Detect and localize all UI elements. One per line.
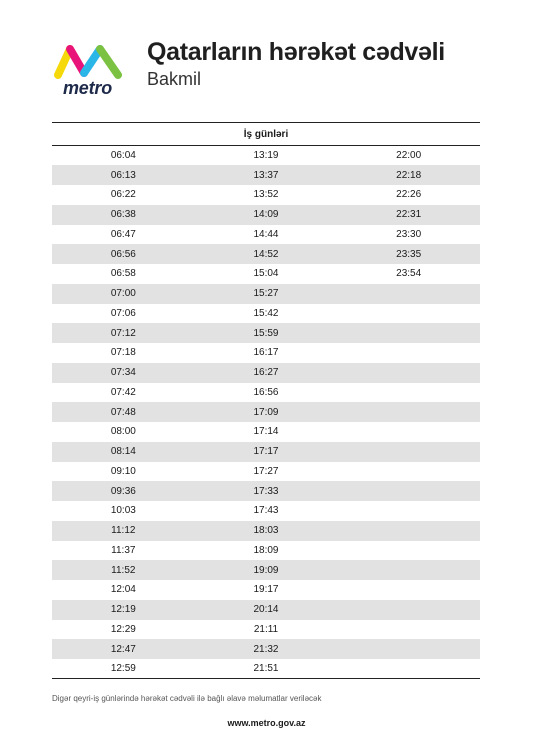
- table-row: [52, 343, 480, 363]
- time-cell: [337, 442, 480, 462]
- time-cell: [337, 521, 480, 541]
- station-name: Bakmil: [147, 69, 202, 89]
- time-cell: 06:58: [110, 268, 136, 280]
- time-cell: 15:42: [253, 307, 279, 319]
- time-cell: 22:31: [337, 205, 480, 225]
- time-cell: 12:59: [52, 659, 195, 679]
- metro-logo: [52, 38, 130, 100]
- time-cell: 16:27: [195, 363, 338, 383]
- time-cell: 17:33: [195, 481, 338, 501]
- time-cell: 12:04: [110, 584, 136, 596]
- website-link[interactable]: www.metro.gov.az: [227, 718, 306, 728]
- time-cell: 15:04: [253, 268, 279, 280]
- time-cell: 13:52: [253, 189, 279, 201]
- time-cell: 07:48: [52, 402, 195, 422]
- table-row: [52, 225, 480, 245]
- table-row: [52, 462, 480, 482]
- time-cell: 12:29: [110, 623, 136, 635]
- time-cell: 07:12: [52, 323, 195, 343]
- logo-text: metro: [63, 78, 113, 98]
- time-cell: 23:54: [396, 268, 422, 280]
- table-row: [52, 244, 480, 264]
- time-cell: 06:04: [110, 150, 136, 162]
- time-cell: 22:26: [396, 189, 422, 201]
- table-row: [52, 600, 480, 620]
- time-cell: 06:47: [110, 228, 136, 240]
- section-title: İş günləri: [52, 123, 480, 146]
- metro-m-icon: [54, 43, 130, 79]
- time-cell: 09:10: [110, 465, 136, 477]
- time-cell: [337, 541, 480, 561]
- table-row: [52, 146, 480, 166]
- time-cell: [337, 323, 480, 343]
- time-cell: [337, 383, 480, 403]
- time-cell: 06:38: [52, 205, 195, 225]
- time-cell: 08:14: [52, 442, 195, 462]
- time-cell: 23:30: [396, 228, 422, 240]
- schedule-body: [52, 146, 480, 679]
- time-cell: [337, 481, 480, 501]
- time-cell: 12:19: [52, 600, 195, 620]
- time-cell: 07:18: [110, 347, 136, 359]
- table-row: [52, 659, 480, 679]
- time-cell: 07:06: [110, 307, 136, 319]
- time-cell: [337, 422, 480, 442]
- time-cell: [337, 620, 480, 640]
- time-cell: 17:09: [195, 402, 338, 422]
- time-cell: 07:00: [52, 284, 195, 304]
- time-cell: 23:35: [337, 244, 480, 264]
- time-cell: 11:52: [52, 560, 195, 580]
- time-cell: [337, 284, 480, 304]
- time-cell: [337, 343, 480, 363]
- table-row: [52, 363, 480, 383]
- time-cell: 09:36: [52, 481, 195, 501]
- table-row: [52, 165, 480, 185]
- time-cell: 21:51: [195, 659, 338, 679]
- table-row: [52, 639, 480, 659]
- page-title: Qatarların hərəkət cədvəli: [147, 38, 445, 66]
- time-cell: [337, 580, 480, 600]
- footer-note: Digər qeyri-iş günlərində hərəkət cədvəli ilə bağlı əlavə məlumatlar veriləcək: [52, 694, 322, 703]
- time-cell: 17:14: [253, 426, 279, 438]
- time-cell: [337, 501, 480, 521]
- schedule-table: [52, 122, 480, 679]
- time-cell: [337, 462, 480, 482]
- time-cell: 16:56: [253, 386, 279, 398]
- time-cell: [337, 639, 480, 659]
- time-cell: 06:22: [110, 189, 136, 201]
- time-cell: 07:34: [52, 363, 195, 383]
- table-row: [52, 521, 480, 541]
- time-cell: 14:52: [195, 244, 338, 264]
- table-row: [52, 284, 480, 304]
- time-cell: 14:44: [253, 228, 279, 240]
- time-cell: 18:03: [195, 521, 338, 541]
- time-cell: 21:32: [195, 639, 338, 659]
- table-row: [52, 185, 480, 205]
- time-cell: 18:09: [253, 544, 279, 556]
- time-cell: [337, 659, 480, 679]
- time-cell: 22:00: [396, 150, 422, 162]
- time-cell: 13:37: [195, 165, 338, 185]
- time-cell: 17:17: [195, 442, 338, 462]
- time-cell: 12:47: [52, 639, 195, 659]
- table-row: [52, 541, 480, 561]
- time-cell: 06:56: [52, 244, 195, 264]
- table-row: [52, 402, 480, 422]
- table-row: [52, 422, 480, 442]
- time-cell: 08:00: [110, 426, 136, 438]
- table-row: [52, 580, 480, 600]
- time-cell: 10:03: [110, 505, 136, 517]
- table-row: [52, 205, 480, 225]
- time-cell: [337, 600, 480, 620]
- time-cell: 20:14: [195, 600, 338, 620]
- time-cell: 19:09: [195, 560, 338, 580]
- time-cell: 06:13: [52, 165, 195, 185]
- time-cell: 16:17: [253, 347, 279, 359]
- time-cell: 15:59: [195, 323, 338, 343]
- time-cell: 14:09: [195, 205, 338, 225]
- time-cell: 17:27: [253, 465, 279, 477]
- schedule-header-row: [52, 123, 480, 146]
- table-row: [52, 383, 480, 403]
- table-row: [52, 264, 480, 284]
- time-cell: 11:12: [52, 521, 195, 541]
- table-row: [52, 442, 480, 462]
- page-header: [52, 38, 492, 100]
- time-cell: [337, 402, 480, 422]
- table-row: [52, 501, 480, 521]
- table-row: [52, 560, 480, 580]
- time-cell: 22:18: [337, 165, 480, 185]
- time-cell: 19:17: [253, 584, 279, 596]
- table-row: [52, 481, 480, 501]
- table-row: [52, 304, 480, 324]
- time-cell: 17:43: [253, 505, 279, 517]
- table-row: [52, 620, 480, 640]
- time-cell: 21:11: [253, 623, 279, 635]
- time-cell: 11:37: [111, 544, 136, 556]
- time-cell: [337, 560, 480, 580]
- time-cell: 13:19: [253, 150, 279, 162]
- time-cell: [337, 304, 480, 324]
- time-cell: 07:42: [110, 386, 136, 398]
- time-cell: [337, 363, 480, 383]
- time-cell: 15:27: [195, 284, 338, 304]
- table-row: [52, 323, 480, 343]
